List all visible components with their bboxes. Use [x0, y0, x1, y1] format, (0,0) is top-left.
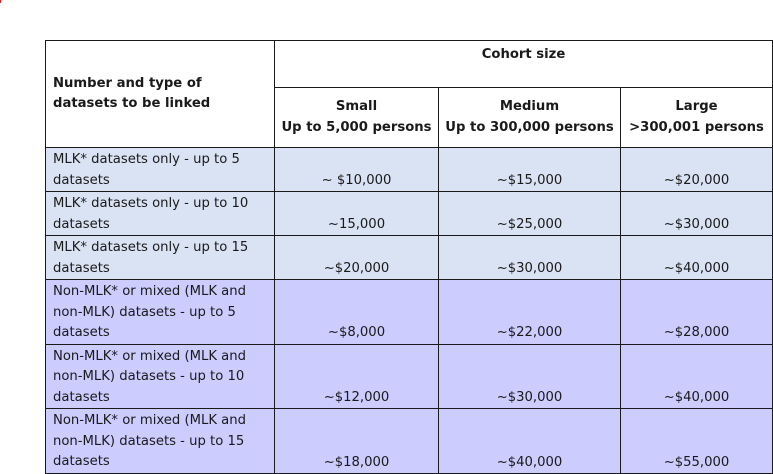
corner-marker: [0, 0, 1, 3]
cost-cell-medium: ~$25,000: [439, 192, 621, 236]
table-row: [46, 148, 773, 192]
cost-cell-large: ~$30,000: [621, 192, 773, 236]
table-row: [46, 280, 773, 345]
cost-cell-large: ~$28,000: [621, 280, 773, 345]
row-label: MLK* datasets only - up to 5 datasets: [46, 148, 275, 192]
cost-cell-small: ~ $10,000: [275, 148, 439, 192]
row-header-cell: Number and type of datasets to be linked: [46, 41, 275, 148]
cost-cell-large: ~$20,000: [621, 148, 773, 192]
cost-cell-large: ~$40,000: [621, 236, 773, 280]
row-label: Non-MLK* or mixed (MLK and non-MLK) datasets - up to 15 datasets: [46, 409, 275, 474]
cohort-size-header: Cohort size: [275, 41, 773, 88]
row-label: Non-MLK* or mixed (MLK and non-MLK) datasets - up to 10 datasets: [46, 344, 275, 409]
column-name: Medium: [499, 99, 560, 114]
column-range: Up to 300,000 persons: [445, 119, 614, 135]
cohort-cost-table: [45, 40, 773, 474]
column-name: Large: [675, 99, 718, 114]
cost-cell-small: ~$8,000: [275, 280, 439, 345]
cost-cell-medium: ~$40,000: [439, 409, 621, 474]
cost-cell-small: ~$18,000: [275, 409, 439, 474]
cost-cell-medium: ~$22,000: [439, 280, 621, 345]
cost-cell-medium: ~$30,000: [439, 344, 621, 409]
cost-cell-large: ~$55,000: [621, 409, 773, 474]
cost-cell-medium: ~$15,000: [439, 148, 621, 192]
table-row: [46, 344, 773, 409]
cost-cell-medium: ~$30,000: [439, 236, 621, 280]
cost-cell-small: ~$20,000: [275, 236, 439, 280]
cost-cell-small: ~15,000: [275, 192, 439, 236]
column-header-medium: [439, 88, 621, 148]
header-row-top: [46, 41, 773, 88]
column-range: >300,001 persons: [629, 119, 764, 135]
column-header-large: [621, 88, 773, 148]
cost-cell-small: ~$12,000: [275, 344, 439, 409]
row-label: MLK* datasets only - up to 15 datasets: [46, 236, 275, 280]
column-range: Up to 5,000 persons: [281, 119, 432, 135]
cost-cell-large: ~$40,000: [621, 344, 773, 409]
table-row: [46, 236, 773, 280]
table-row: [46, 192, 773, 236]
row-label: Non-MLK* or mixed (MLK and non-MLK) datasets - up to 5 datasets: [46, 280, 275, 345]
column-name: Small: [335, 99, 378, 114]
row-label: MLK* datasets only - up to 10 datasets: [46, 192, 275, 236]
table-row: [46, 409, 773, 474]
column-header-small: [275, 88, 439, 148]
